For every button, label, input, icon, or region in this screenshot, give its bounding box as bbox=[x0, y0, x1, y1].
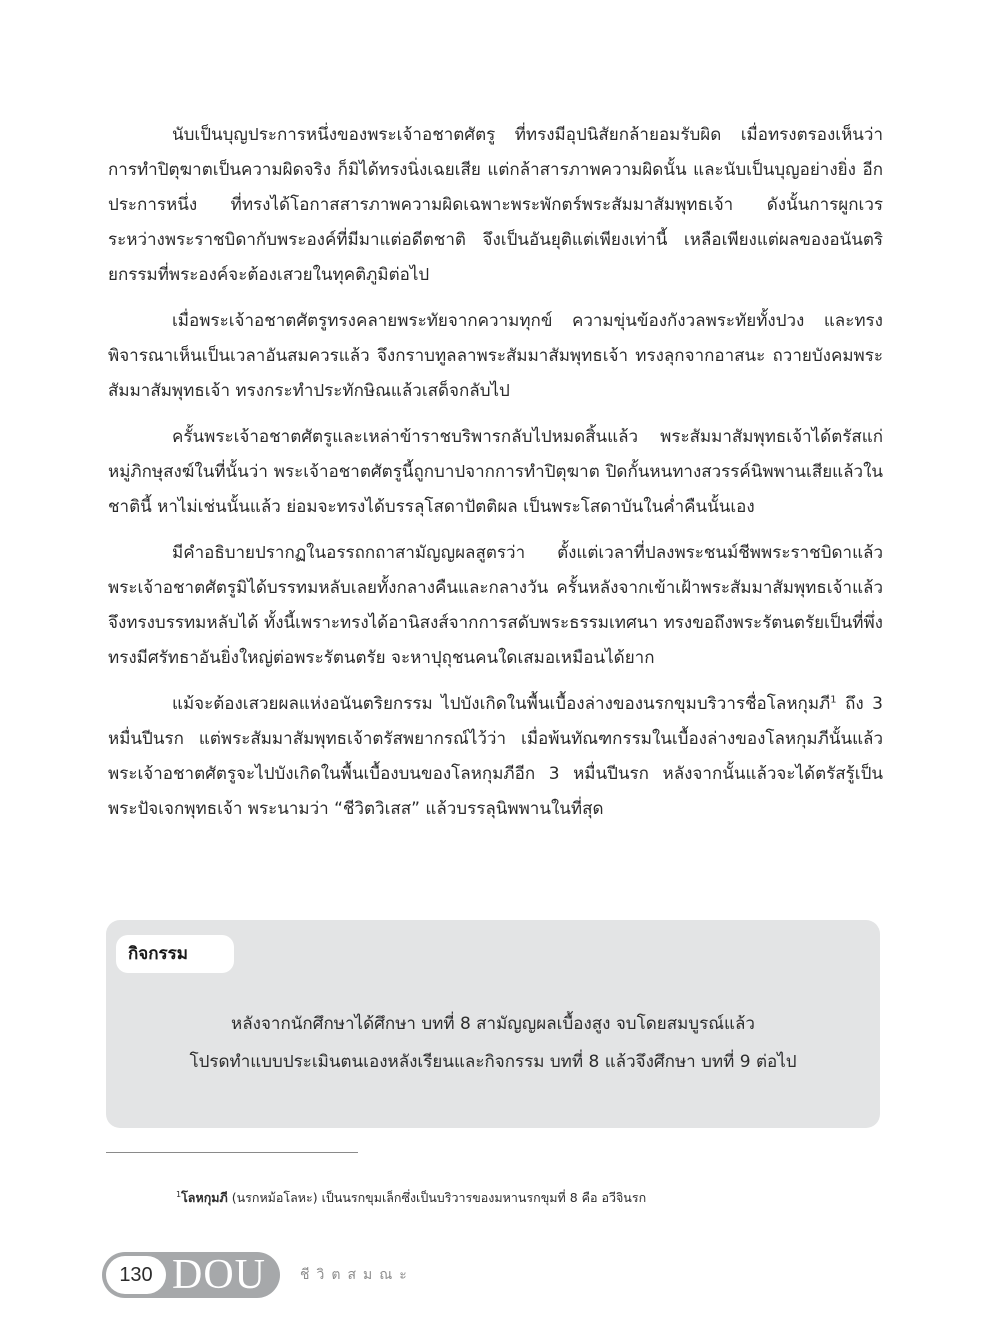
activity-line-2: โปรดทำแบบประเมินตนเองหลังเรียนและกิจกรรม บทที่ 8 แล้วจึงศึกษา บทที่ 9 ต่อไป bbox=[189, 1052, 797, 1072]
paragraph-5 bbox=[108, 687, 883, 827]
page-footer bbox=[102, 1252, 702, 1300]
book-title: ชีวิตสมณะ bbox=[300, 1267, 414, 1283]
page-badge bbox=[102, 1252, 280, 1298]
activity-instructions bbox=[106, 1005, 880, 1081]
paragraph-1: นับเป็นบุญประการหนึ่งของพระเจ้าอชาตศัตรู ที่ทรงมีอุปนิสัยกล้ายอมรับผิด เมื่อทรงตรองเห็นว่า การทำปิตุฆาตเป็นความผิดจริง ก็มิได้ทรงนิ่งเฉยเสีย แต่กล้าสารภาพความผิดนั้น และนับเป็นบุญอย่างยิ่ง อีกประการหนึ่ง ที่ทรงได้โอกาสสารภาพความผิดเฉพาะพระพักตร์พระสัมมาสัมพุทธเจ้า ดังนั้นการผูกเวรระหว่างพระราชบิดากับพระองค์ที่มีมาแต่อดีตชาติ จึงเป็นอันยุติแต่เพียงเท่านี้ เหลือเพียงแต่ผลของอนันตริยกรรมที่พระองค์จะต้องเสวยในทุคติภูมิต่อไป bbox=[108, 125, 883, 285]
footnote-term: โลหกุมภี bbox=[181, 1190, 228, 1206]
page-number: 130 bbox=[106, 1256, 166, 1294]
activity-box bbox=[106, 920, 880, 1128]
paragraph-5-part1: แม้จะต้องเสวยผลแห่งอนันตริยกรรม ไปบังเกิดในพื้นเบื้องล่างของนรกขุมบริวารชื่อโลหกุมภี bbox=[172, 694, 831, 714]
footnote-reference[interactable]: 1 bbox=[830, 694, 837, 706]
footnote bbox=[176, 1184, 876, 1209]
dou-logo: DOU bbox=[172, 1252, 266, 1298]
activity-label: กิจกรรม bbox=[116, 935, 234, 973]
paragraph-2: เมื่อพระเจ้าอชาตศัตรูทรงคลายพระทัยจากความทุกข์ ความขุ่นข้องกังวลพระทัยทั้งปวง และทรงพิจารณาเห็นเป็นเวลาอันสมควรแล้ว จึงกราบทูลลาพระสัมมาสัมพุทธเจ้า ทรงลุกจากอาสนะ ถวายบังคมพระสัมมาสัมพุทธเจ้า ทรงกระทำประทักษิณแล้วเสด็จกลับไป bbox=[108, 311, 883, 401]
footnote-marker: 1 bbox=[176, 1190, 182, 1199]
footnote-divider bbox=[106, 1152, 358, 1153]
paragraph-3: ครั้นพระเจ้าอชาตศัตรูและเหล่าข้าราชบริพารกลับไปหมดสิ้นแล้ว พระสัมมาสัมพุทธเจ้าได้ตรัสแก่หมู่ภิกษุสงฆ์ในที่นั้นว่า พระเจ้าอชาตศัตรูนี้ถูกบาปจากการทำปิตุฆาต ปิดกั้นหนทางสวรรค์นิพพานเสียแล้วในชาตินี้ หาไม่เช่นนั้นแล้ว ย่อมจะทรงได้บรรลุโสดาปัตติผล เป็นพระโสดาบันในค่ำคืนนั้นเอง bbox=[108, 427, 883, 517]
paragraph-5-part2: ถึง 3 หมื่นปีนรก แต่พระสัมมาสัมพุทธเจ้าตรัสพยากรณ์ไว้ว่า เมื่อพ้นทัณฑกรรมในเบื้องล่างของโลหกุมภีนั้นแล้ว พระเจ้าอชาตศัตรูจะไปบังเกิดในพื้นเบื้องบนของโลหกุมภีอีก 3 หมื่นปีนรก หลังจากนั้นแล้วจะได้ตรัสรู้เป็นพระปัจเจกพุทธเจ้า พระนามว่า “ชีวิตวิเสส” แล้วบรรลุนิพพานในที่สุด bbox=[108, 694, 883, 819]
activity-line-1: หลังจากนักศึกษาได้ศึกษา บทที่ 8 สามัญญผลเบื้องสูง จบโดยสมบูรณ์แล้ว bbox=[231, 1014, 755, 1034]
paragraph-4: มีคำอธิบายปรากฏในอรรถกถาสามัญญผลสูตรว่า ตั้งแต่เวลาที่ปลงพระชนม์ชีพพระราชบิดาแล้ว พระเจ้าอชาตศัตรูมิได้บรรทมหลับเลยทั้งกลางคืนและกลางวัน ครั้นหลังจากเข้าเฝ้าพระสัมมาสัมพุทธเจ้าแล้ว จึงทรงบรรทมหลับได้ ทั้งนี้เพราะทรงได้อานิสงส์จากการสดับพระธรรมเทศนา ทรงขอถึงพระรัตนตรัยเป็นที่พึ่ง ทรงมีศรัทธาอันยิ่งใหญ่ต่อพระรัตนตรัย จะหาปุถุชนคนใดเสมอเหมือนได้ยาก bbox=[108, 543, 883, 668]
footnote-text: (นรกหม้อโลหะ) เป็นนรกขุมเล็กซึ่งเป็นบริวารของมหานรกขุมที่ 8 คือ อวีจินรก bbox=[227, 1190, 647, 1206]
body-text bbox=[108, 118, 883, 838]
